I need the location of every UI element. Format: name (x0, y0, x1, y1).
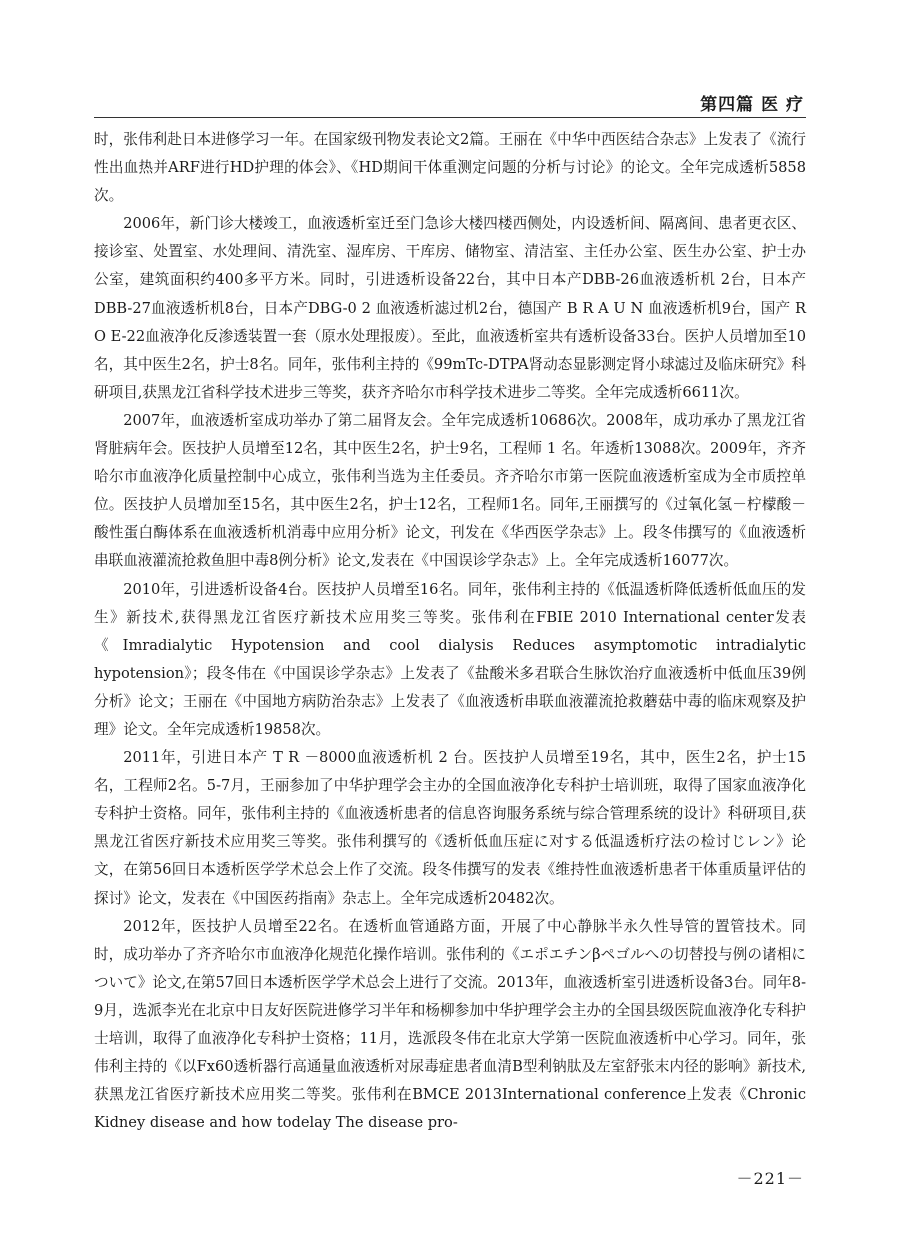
paragraph: 2006年，新门诊大楼竣工，血液透析室迁至门急诊大楼四楼西侧处，内设透析间、隔离间、患者更衣区、接诊室、处置室、水处理间、清洗室、湿库房、干库房、储物室、清洁室、主任办公室、医生办公室、护士办公室，建筑面积约400多平方米。同时，引进透析设备22台，其中日本产DBB-26血液透析机 2台，日本产DBB-27血液透析机8台，日本产DBG-0 2 血液透析滤过机2台，德国产 B R A U N 血液透析机9台，国产 R O E-22血液净化反渗透装置一套（原水处理报废）。至此，血液透析室共有透析设备33台。医护人员增加至10名，其中医生2名，护士8名。同年，张伟利主持的《99mTc-DTPA肾动态显影测定肾小球滤过及临床研究》科研项目,获黑龙江省科学技术进步三等奖，获齐齐哈尔市科学技术进步二等奖。全年完成透析6611次。 (94, 215, 806, 401)
header-rule (94, 117, 806, 118)
paragraph: 2011年，引进日本产 T R －8000血液透析机 2 台。医技护人员增至19名，其中，医生2名，护士15名，工程师2名。5-7月，王丽参加了中华护理学会主办的全国血液净化专科护士培训班，取得了国家血液净化专科护士资格。同年，张伟利主持的《血液透析患者的信息咨询服务系统与综合管理系统的设计》科研项目,获黑龙江省医疗新技术应用奖三等奖。张伟利撰写的《透析低血压症に对する低温透析疗法の检讨じレン》论文，在第56回日本透析医学学术总会上作了交流。段冬伟撰写的发表《维持性血液透析患者干体重质量评估的探讨》论文，发表在《中国医药指南》杂志上。全年完成透析20482次。 (94, 749, 806, 907)
page-number: －221－ (736, 1169, 804, 1188)
paragraph: 时，张伟利赴日本进修学习一年。在国家级刊物发表论文2篇。王丽在《中华中西医结合杂志》上发表了《流行性出血热并ARF进行HD护理的体会》、《HD期间干体重测定问题的分析与讨论》的论文。全年完成透析5858次。 (94, 131, 806, 205)
paragraph: 2012年，医技护人员增至22名。在透析血管通路方面，开展了中心静脉半永久性导管的置管技术。同时，成功举办了齐齐哈尔市血液净化规范化操作培训。张伟利的《エポエチンβペゴルへの切替投与例の诸相について》论文,在第57回日本透析医学学术总会上进行了交流。2013年，血液透析室引进透析设备3台。同年8-9月，选派李光在北京中日友好医院进修学习半年和杨柳参加中华护理学会主办的全国县级医院血液净化专科护士培训，取得了血液净化专科护士资格；11月，选派段冬伟在北京大学第一医院血液透析中心学习。同年，张伟利主持的《以Fx60透析器行高通量血液透析对尿毒症患者血清B型利钠肽及左室舒张末内径的影响》新技术,获黑龙江省医疗新技术应用奖二等奖。张伟利在BMCE 2013International conference上发表《Chronic Kidney disease and how todelay The disease pro- (94, 917, 806, 1132)
body-text (94, 126, 806, 1137)
paragraph: 2010年，引进透析设备4台。医技护人员增至16名。同年，张伟利主持的《低温透析降低透析低血压的发生》新技术,获得黑龙江省医疗新技术应用奖三等奖。张伟利在FBIE 2010 International center发表《Imradialytic Hypotension and cool dialysis Reduces asymptomotic intradialytic hypotension》；段冬伟在《中国误诊学杂志》上发表了《盐酸米多君联合生脉饮治疗血液透析中低血压39例分析》论文；王丽在《中国地方病防治杂志》上发表了《血液透析串联血液灌流抢救蘑菇中毒的临床观察及护理》论文。全年完成透析19858次。 (94, 580, 806, 738)
running-head: 第四篇 医 疗 (700, 95, 804, 115)
paragraph: 2007年，血液透析室成功举办了第二届肾友会。全年完成透析10686次。2008年，成功承办了黑龙江省肾脏病年会。医技护人员增至12名，其中医生2名，护士9名，工程师 1 名。年透析13088次。2009年，齐齐哈尔市血液净化质量控制中心成立，张伟利当选为主任委员。齐齐哈尔市第一医院血液透析室成为全市质控单位。医技护人员增加至15名，其中医生2名，护士12名，工程师1名。同年,王丽撰写的《过氧化氢－柠檬酸－酸性蛋白酶体系在血液透析机消毒中应用分析》论文，刊发在《华西医学杂志》上。段冬伟撰写的《血液透析串联血液灌流抢救鱼胆中毒8例分析》论文,发表在《中国误诊学杂志》上。全年完成透析16077次。 (94, 411, 806, 570)
